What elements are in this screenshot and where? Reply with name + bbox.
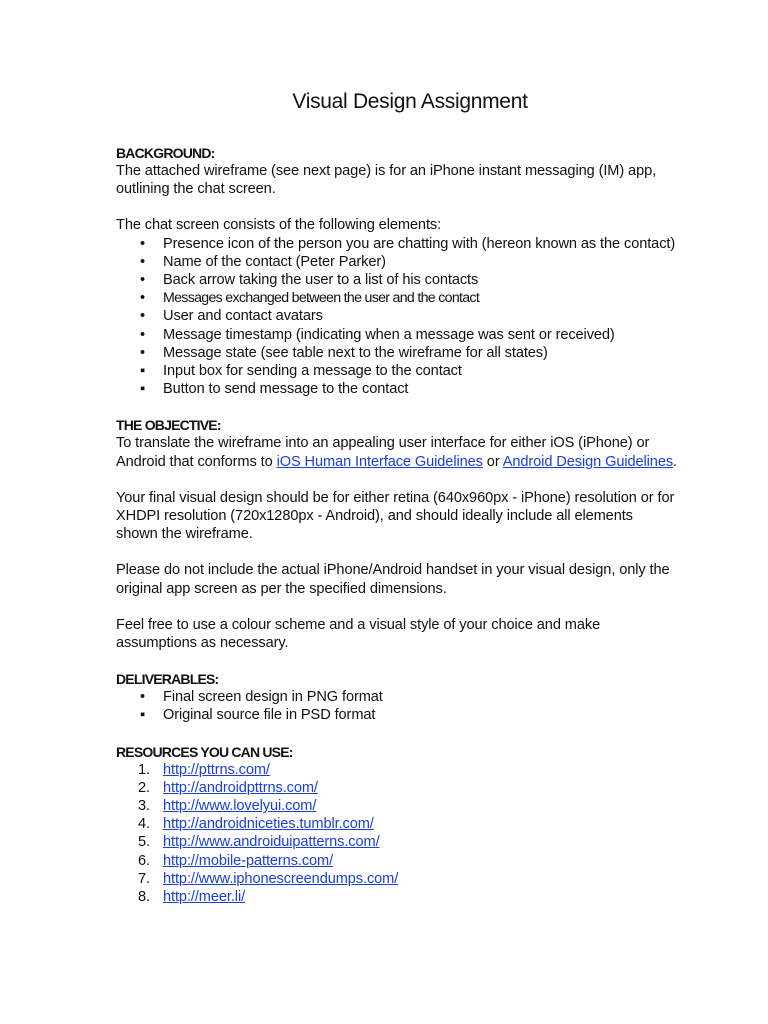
resource-link[interactable]: http://www.androiduipatterns.com/ (163, 834, 380, 851)
objective-paragraph-4: Feel free to use a colour scheme and a visual style of your choice and make assumptions as necessary. (116, 616, 601, 652)
bullet-icon: • (140, 290, 146, 307)
objective-paragraph-1: To translate the wireframe into an appealing user interface for either iOS (iPhone) or Android that conforms to iOS Human Interface Guidelines or Android Design Guidelines. (116, 435, 677, 470)
bullet-icon: • (140, 308, 146, 325)
bullet-icon: • (140, 235, 146, 252)
list-item: 6. http://mobile-patterns.com/ (138, 852, 334, 869)
list-item: ▪ Input box for sending a message to the contact (140, 363, 462, 380)
square-bullet-icon: ▪ (140, 707, 146, 724)
bullet-icon: • (140, 272, 146, 289)
background-heading: BACKGROUND: (116, 145, 215, 161)
list-item: 3. http://www.lovelyui.com/ (138, 798, 317, 815)
bullet-icon: • (140, 326, 146, 343)
list-item: • Messages exchanged between the user and the contact (140, 290, 480, 307)
list-item: • Back arrow taking the user to a list of his contacts (140, 272, 479, 289)
list-item: • Message timestamp (indicating when a message was sent or received) (140, 326, 615, 343)
list-item: • Name of the contact (Peter Parker) (140, 253, 386, 270)
resource-link[interactable]: http://androidniceties.tumblr.com/ (163, 816, 374, 833)
resource-link[interactable]: http://www.iphonescreendumps.com/ (163, 870, 399, 887)
resource-link[interactable]: http://meer.li/ (163, 889, 246, 906)
resource-link[interactable]: http://pttrns.com/ (163, 761, 270, 778)
square-bullet-icon: ▪ (140, 363, 146, 380)
list-item: 2. http://androidpttrns.com/ (138, 779, 318, 796)
list-item: • Presence icon of the person you are chatting with (hereon known as the contact) (140, 235, 676, 252)
objective-paragraph-2: Your final visual design should be for either retina (640x960px - iPhone) resolution or for XHDPI resolution (720x1280px - Android), and should ideally include all elements shown the wireframe. (116, 489, 675, 543)
page-title: Visual Design Assignment (292, 90, 528, 113)
bullet-icon: • (140, 344, 146, 361)
resources-heading: RESOURCES YOU CAN USE: (116, 743, 293, 760)
deliverables-list (116, 688, 678, 724)
deliverables-heading: DELIVERABLES: (116, 671, 219, 688)
list-item: 1. http://pttrns.com/ (138, 761, 270, 778)
list-item: • Message state (see table next to the wireframe for all states) (140, 344, 548, 361)
android-guidelines-link[interactable]: Android Design Guidelines (502, 453, 674, 470)
background-paragraph-1: The attached wireframe (see next page) is for an iPhone instant messaging (IM) app, outlining the chat screen. (116, 163, 657, 198)
list-item: 4. http://androidniceties.tumblr.com/ (138, 816, 374, 833)
objective-paragraph-3: Please do not include the actual iPhone/Android handset in your visual design, only the original app screen as per the specified dimensions. (116, 562, 670, 597)
elements-list (116, 235, 678, 399)
resource-link[interactable]: http://mobile-patterns.com/ (163, 852, 334, 869)
bullet-icon: • (140, 253, 146, 270)
list-item: ▪ Original source file in PSD format (140, 707, 376, 724)
list-item: 8. http://meer.li/ (138, 889, 246, 906)
list-item: 5. http://www.androiduipatterns.com/ (138, 834, 380, 851)
list-item: • User and contact avatars (140, 308, 323, 325)
list-item: 7. http://www.iphonescreendumps.com/ (138, 870, 399, 887)
background-paragraph-2: The chat screen consists of the following elements: (116, 217, 442, 234)
list-item: ▪ Button to send message to the contact (140, 381, 409, 398)
objective-heading: THE OBJECTIVE: (116, 417, 221, 434)
resource-link[interactable]: http://androidpttrns.com/ (163, 779, 318, 796)
resource-link[interactable]: http://www.lovelyui.com/ (163, 798, 317, 815)
square-bullet-icon: ▪ (140, 381, 146, 398)
bullet-icon: • (140, 689, 146, 706)
resources-list (116, 761, 678, 907)
ios-guidelines-link[interactable]: iOS Human Interface Guidelines (276, 453, 483, 470)
list-item: • Final screen design in PNG format (140, 689, 383, 706)
